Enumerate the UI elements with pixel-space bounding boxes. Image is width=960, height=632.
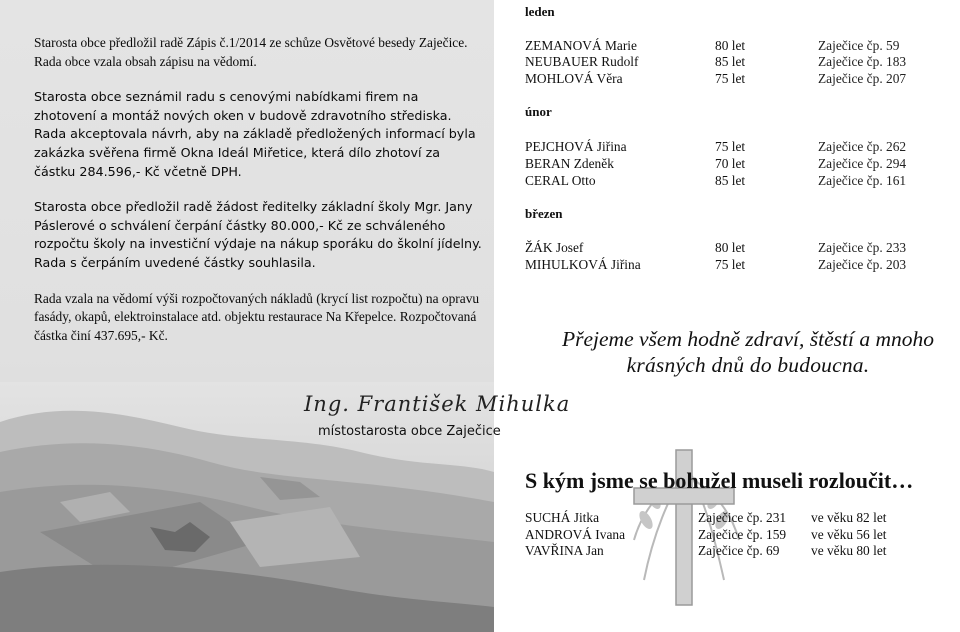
jubilee-name: NEUBAUER Rudolf bbox=[525, 54, 639, 69]
jubilee-name: BERAN Zdeněk bbox=[525, 156, 614, 171]
minutes-text bbox=[34, 34, 484, 362]
month-heading-leden: leden bbox=[525, 4, 555, 19]
jubilee-age: 75 let bbox=[715, 71, 746, 86]
jubilee-address: Zaječice čp. 59 bbox=[818, 38, 900, 53]
month-heading-brezen: březen bbox=[525, 206, 563, 221]
jubilee-row bbox=[525, 71, 955, 89]
farewell-age: ve věku 80 let bbox=[811, 543, 887, 558]
jubilee-age: 80 let bbox=[715, 240, 746, 255]
signature-name: Ing. František Mihulka bbox=[304, 392, 571, 416]
month-heading-unor: únor bbox=[525, 104, 552, 119]
jubilee-row bbox=[525, 240, 955, 258]
jubilee-age: 85 let bbox=[715, 54, 746, 69]
minutes-paragraph: Starosta obce seznámil radu s cenovými nabídkami firem na zhotovení a montáž nových oken v budově zdravotního střediska. Rada akceptovala návrh, aby na základě předložených informací byla zakázka svěřena firmě Okna Ideál Miřetice, která dílo zhotoví za částku 284.596,- Kč včetně DPH. bbox=[34, 89, 476, 179]
jubilee-age: 85 let bbox=[715, 173, 746, 188]
jubilee-age: 75 let bbox=[715, 257, 746, 272]
jubilee-row bbox=[525, 257, 955, 275]
jubilee-name: ZEMANOVÁ Marie bbox=[525, 38, 637, 53]
jubilee-row bbox=[525, 139, 955, 157]
jubilee-row bbox=[525, 54, 955, 72]
birthday-wish bbox=[538, 326, 958, 378]
jubilee-age: 75 let bbox=[715, 139, 746, 154]
jubilee-row bbox=[525, 156, 955, 174]
jubilee-address: Zaječice čp. 183 bbox=[818, 54, 907, 69]
jubilee-name: PEJCHOVÁ Jiřina bbox=[525, 139, 627, 154]
jubilee-address: Zaječice čp. 233 bbox=[818, 240, 907, 255]
minutes-paragraph: Rada vzala na vědomí výši rozpočtovaných nákladů (krycí list rozpočtu) na opravu fasády, okapů, elektroinstalace atd. objektu restaurace Na Křepelce. Rozpočtovaná částka činí 437.695,- Kč. bbox=[34, 290, 480, 343]
jubilee-address: Zaječice čp. 203 bbox=[818, 257, 907, 272]
farewell-age: ve věku 56 let bbox=[811, 527, 887, 542]
farewell-row bbox=[525, 510, 955, 528]
farewell-age: ve věku 82 let bbox=[811, 510, 887, 525]
farewell-address: Zaječice čp. 159 bbox=[698, 527, 787, 542]
jubilee-name: MIHULKOVÁ Jiřina bbox=[525, 257, 641, 272]
jubilee-name: CERAL Otto bbox=[525, 173, 596, 188]
jubilee-address: Zaječice čp. 161 bbox=[818, 173, 907, 188]
wish-line: Přejeme všem hodně zdraví, štěstí a mnoho bbox=[562, 327, 934, 351]
wish-line: krásných dnů do budoucna. bbox=[626, 353, 870, 377]
jubilee-age: 80 let bbox=[715, 38, 746, 53]
farewell-name: ANDROVÁ Ivana bbox=[525, 527, 626, 542]
village-aerial-photo bbox=[0, 382, 494, 632]
farewell-name: SUCHÁ Jitka bbox=[525, 510, 600, 525]
minutes-paragraph: Starosta obce předložil radě žádost ředitelky základní školy Mgr. Jany Páslerové o schválení čerpání částky 80.000,- Kč ze schváleného rozpočtu školy na investiční výdaje na nákup sporáku do školní jídelny. Rada s čerpáním uvedené částky souhlasila. bbox=[34, 199, 482, 270]
jubilee-row bbox=[525, 173, 955, 191]
jubilee-name: MOHLOVÁ Věra bbox=[525, 71, 623, 86]
farewell-heading: S kým jsme se bohužel museli rozloučit… bbox=[525, 468, 914, 493]
farewell-address: Zaječice čp. 231 bbox=[698, 510, 787, 525]
jubilee-age: 70 let bbox=[715, 156, 746, 171]
farewell-address: Zaječice čp. 69 bbox=[698, 543, 780, 558]
farewell-row bbox=[525, 543, 955, 561]
jubilee-address: Zaječice čp. 262 bbox=[818, 139, 907, 154]
signature-role: místostarosta obce Zaječice bbox=[318, 424, 501, 439]
farewell-name: VAVŘINA Jan bbox=[525, 543, 604, 558]
minutes-paragraph: Starosta obce předložil radě Zápis č.1/2014 ze schůze Osvětové besedy Zaječice. Rada obce vzala obsah zápisu na vědomí. bbox=[34, 35, 468, 69]
social-column bbox=[494, 0, 960, 632]
jubilee-address: Zaječice čp. 294 bbox=[818, 156, 907, 171]
jubilee-address: Zaječice čp. 207 bbox=[818, 71, 907, 86]
jubilee-name: ŽÁK Josef bbox=[525, 240, 584, 255]
